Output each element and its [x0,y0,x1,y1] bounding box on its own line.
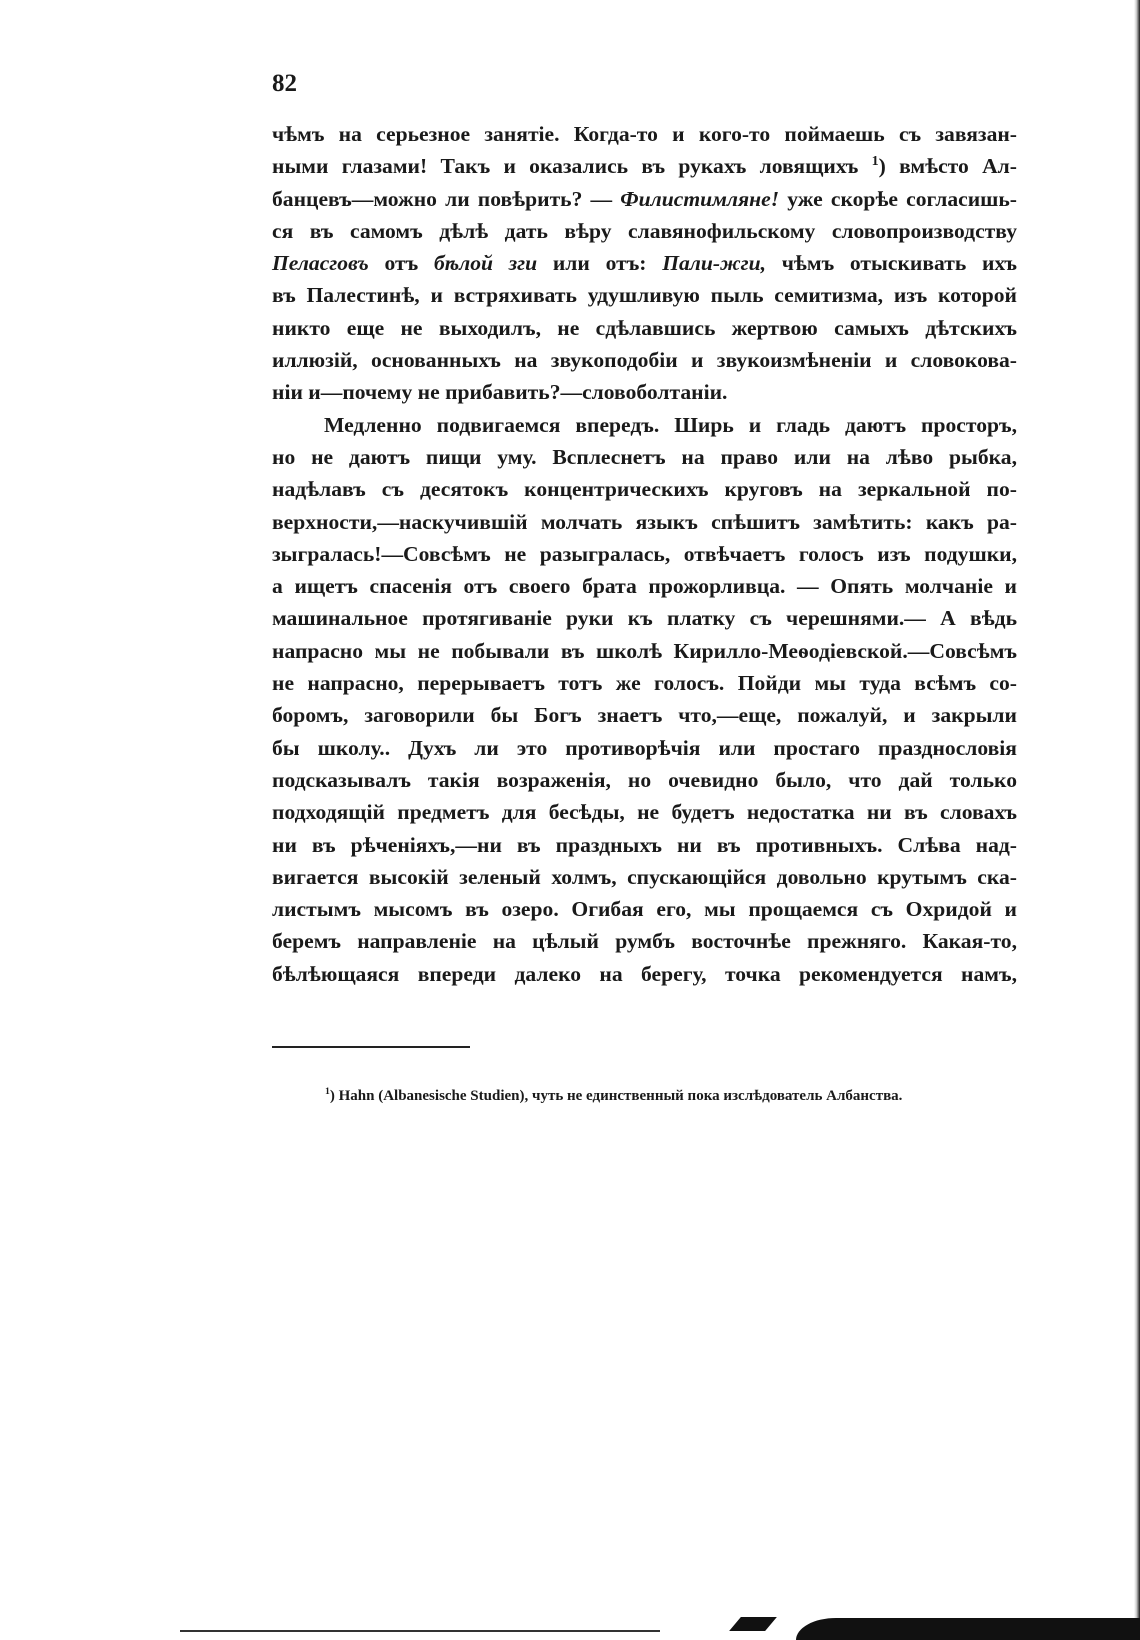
footnote [325,1088,902,1105]
text-line [272,150,1017,182]
paragraph-1 [272,118,1017,409]
text-line: листымъ мысомъ въ озеро. Огибая его, мы прощаемся съ Охридой и [272,897,1017,922]
italic-term: бѣлой зги [433,251,538,276]
text-line [272,247,1017,279]
text-line: напрасно мы не побывали въ школѣ Кирилло-Меѳодіевской.—Совсѣмъ [272,638,1017,663]
text-line: ни въ рѣченіяхъ,—ни въ праздныхъ ни въ противныхъ. Слѣва над- [272,832,1017,857]
italic-term: Пали-жги, [662,251,767,276]
text-line [272,183,1017,215]
footnote-marker: 1 [325,1086,330,1097]
text-run: отъ [368,251,434,276]
italic-term: Пеласговъ [272,251,369,276]
text-run: ) вмѣсто Ал- [878,154,1017,179]
text-run: ными глазами! Такъ и оказались въ рукахъ ловящихъ [272,154,872,179]
text-run: чѣмъ отыскивать ихъ [766,251,1017,276]
footnote-text: ) Hahn (Albanesische Studien), чуть не единственный пока изслѣдователь Албанства. [329,1088,903,1104]
text-line: машинальное протягиваніе руки къ платку съ черешнями.— А вѣдь [272,606,1017,631]
text-line: иллюзій, основанныхъ на звукоподобіи и звукоизмѣненіи и словокова- [272,348,1017,373]
text-line: но не даютъ пищи уму. Всплеснетъ на право или на лѣво рыбка, [272,444,1017,469]
scan-artifact [729,1617,777,1631]
body-text [272,118,1017,990]
text-run: банцевъ—можно ли повѣрить? — [272,186,621,211]
text-line: бы школу.. Духъ ли это противорѣчія или простаго празднословія [272,735,1017,760]
page-edge-shadow [1134,0,1140,1640]
text-run: или отъ: [537,251,663,276]
text-line: Медленно подвигаемся впередъ. Ширь и гладь даютъ просторъ, [324,412,1017,437]
text-line: въ Палестинѣ, и встряхивать удушливую пыль семитизма, изъ которой [272,283,1017,308]
footnote-separator [272,1046,470,1048]
text-line: верхности,—наскучившій молчать языкъ спѣшитъ замѣтить: какъ ра- [272,509,1017,534]
text-line: чѣмъ на серьезное занятіе. Когда-то и кого-то поймаешь съ завязан- [272,122,1017,146]
text-line: никто еще не выходилъ, не сдѣлавшись жертвою самыхъ дѣтскихъ [272,315,1017,340]
text-line: надѣлавъ съ десятокъ концентрическихъ круговъ на зеркальной по- [272,477,1017,502]
italic-term: Филистимляне! [620,186,780,211]
text-run: уже скорѣе согласишь- [779,186,1017,211]
scan-bottom-rule [180,1630,660,1632]
footnote-reference: 1 [871,153,879,170]
scan-artifact [796,1618,1140,1640]
paragraph-2 [272,409,1017,990]
text-line: подсказывалъ такія возраженія, но очевидно было, что дай только [272,767,1017,792]
text-line: а ищетъ спасенія отъ своего брата прожорливца. — Опять молчаніе и [272,574,1017,599]
text-line: ся въ самомъ дѣлѣ дать вѣру славянофильскому словопроизводству [272,218,1017,243]
page-number: 82 [272,70,297,97]
text-line: зыгралась!—Совсѣмъ не разыгралась, отвѣчаетъ голосъ изъ подушки, [272,541,1017,566]
text-line: бѣлѣющаяся впереди далеко на берегу, точка рекомендуется намъ, [272,961,1017,986]
text-line: не напрасно, перерываетъ тотъ же голосъ. Пойди мы туда всѣмъ со- [272,671,1017,696]
text-line: беремъ направленіе на цѣлый румбъ восточнѣе прежняго. Какая-то, [272,929,1017,954]
text-line: ніи и—почему не прибавить?—словоболтаніи. [272,380,728,405]
text-line: подходящій предметъ для бесѣды, не будетъ недостатка ни въ словахъ [272,800,1017,825]
text-line: боромъ, заговорили бы Богъ знаетъ что,—еще, пожалуй, и закрыли [272,703,1017,728]
text-line: вигается высокій зеленый холмъ, спускающійся довольно крутымъ ска- [272,864,1017,889]
